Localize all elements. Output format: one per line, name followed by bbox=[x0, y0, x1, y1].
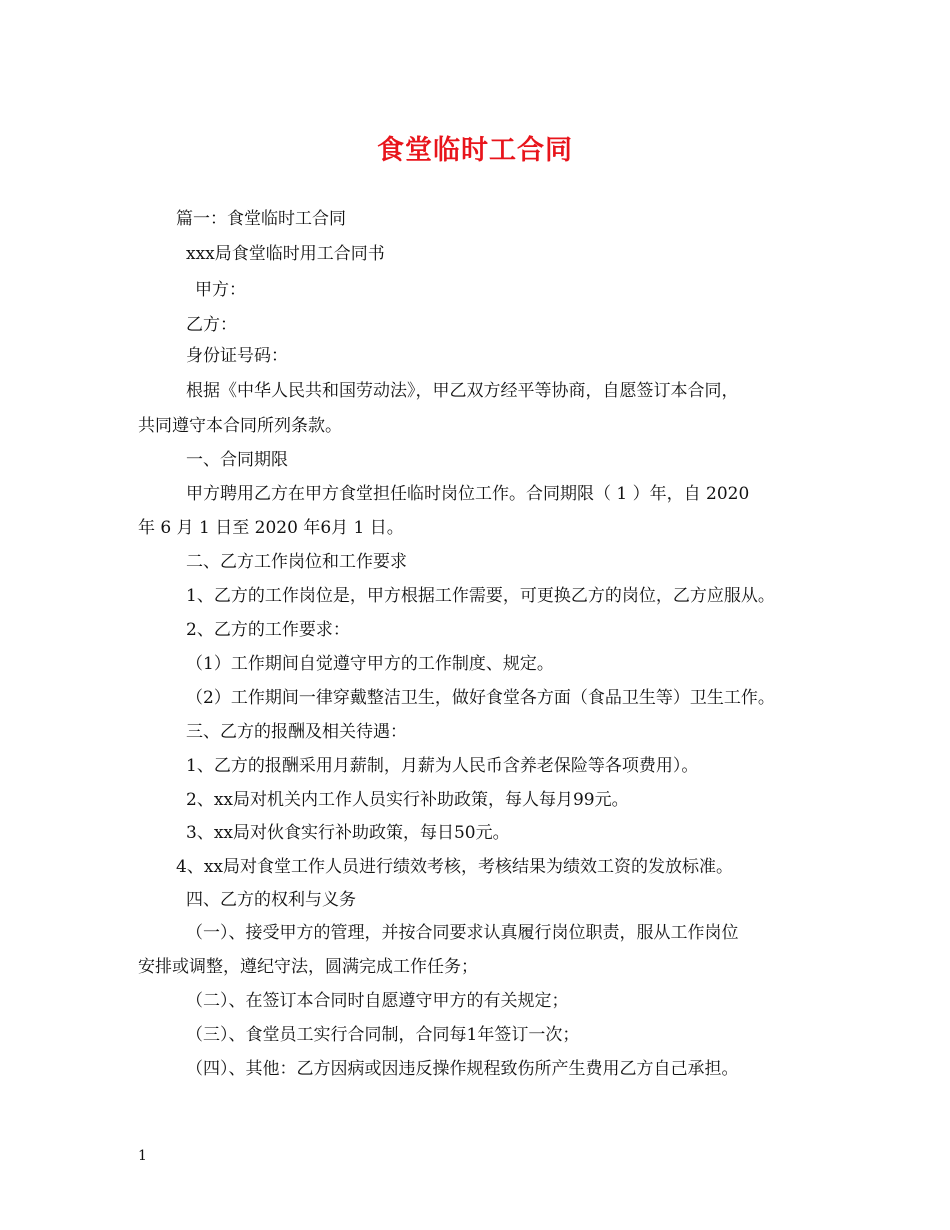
section-heading: 四、乙方的权利与义务 bbox=[186, 890, 356, 910]
section-heading: 一、合同期限 bbox=[186, 450, 288, 470]
text-line: （三）、食堂员工实行合同制，合同每1年签订一次； bbox=[186, 1025, 580, 1045]
text-line: 甲方： bbox=[195, 280, 246, 300]
text-line: xxx局食堂临时用工合同书 bbox=[186, 244, 385, 264]
text-line: 篇一：食堂临时工合同 bbox=[176, 209, 346, 229]
text-line: （1）工作期间自觉遵守甲方的工作制度、规定。 bbox=[186, 654, 554, 674]
text-line: 安排或调整，遵纪守法，圆满完成工作任务； bbox=[138, 957, 478, 977]
document-title: 食堂临时工合同 bbox=[377, 135, 573, 166]
text-line: 身份证号码： bbox=[186, 346, 288, 366]
text-line: 甲方聘用乙方在甲方食堂担任临时岗位工作。合同期限（ 1 ）年，自 2020 bbox=[186, 484, 750, 504]
text-line: 共同遵守本合同所列条款。 bbox=[138, 416, 342, 436]
page-number: 1 bbox=[138, 1148, 147, 1164]
text-line: （一）、接受甲方的管理，并按合同要求认真履行岗位职责，服从工作岗位 bbox=[186, 923, 739, 943]
text-line: 1、乙方的工作岗位是，甲方根据工作需要，可更换乙方的岗位，乙方应服从。 bbox=[186, 586, 775, 606]
text-line: 根据《中华人民共和国劳动法》，甲乙双方经平等协商，自愿签订本合同， bbox=[186, 381, 739, 401]
text-line: （四）、其他：乙方因病或因违反操作规程致伤所产生费用乙方自己承担。 bbox=[186, 1059, 739, 1079]
text-line: 乙方： bbox=[186, 315, 237, 335]
text-line: 2、xx局对机关内工作人员实行补助政策，每人每月99元。 bbox=[186, 790, 629, 810]
section-heading: 三、乙方的报酬及相关待遇： bbox=[186, 722, 407, 742]
text-line: 4、xx局对食堂工作人员进行绩效考核，考核结果为绩效工资的发放标准。 bbox=[176, 857, 733, 877]
section-heading: 二、乙方工作岗位和工作要求 bbox=[186, 552, 407, 572]
text-line: 2、乙方的工作要求： bbox=[186, 620, 350, 640]
text-line: 年 6 月 1 日至 2020 年6月 1 日。 bbox=[138, 518, 404, 538]
text-line: （二）、在签订本合同时自愿遵守甲方的有关规定； bbox=[186, 991, 569, 1011]
text-line: 3、xx局对伙食实行补助政策，每日50元。 bbox=[186, 823, 510, 843]
text-line: 1、乙方的报酬采用月薪制，月薪为人民币含养老保险等各项费用）。 bbox=[186, 756, 699, 776]
text-line: （2）工作期间一律穿戴整洁卫生，做好食堂各方面（食品卫生等）卫生工作。 bbox=[186, 688, 775, 708]
